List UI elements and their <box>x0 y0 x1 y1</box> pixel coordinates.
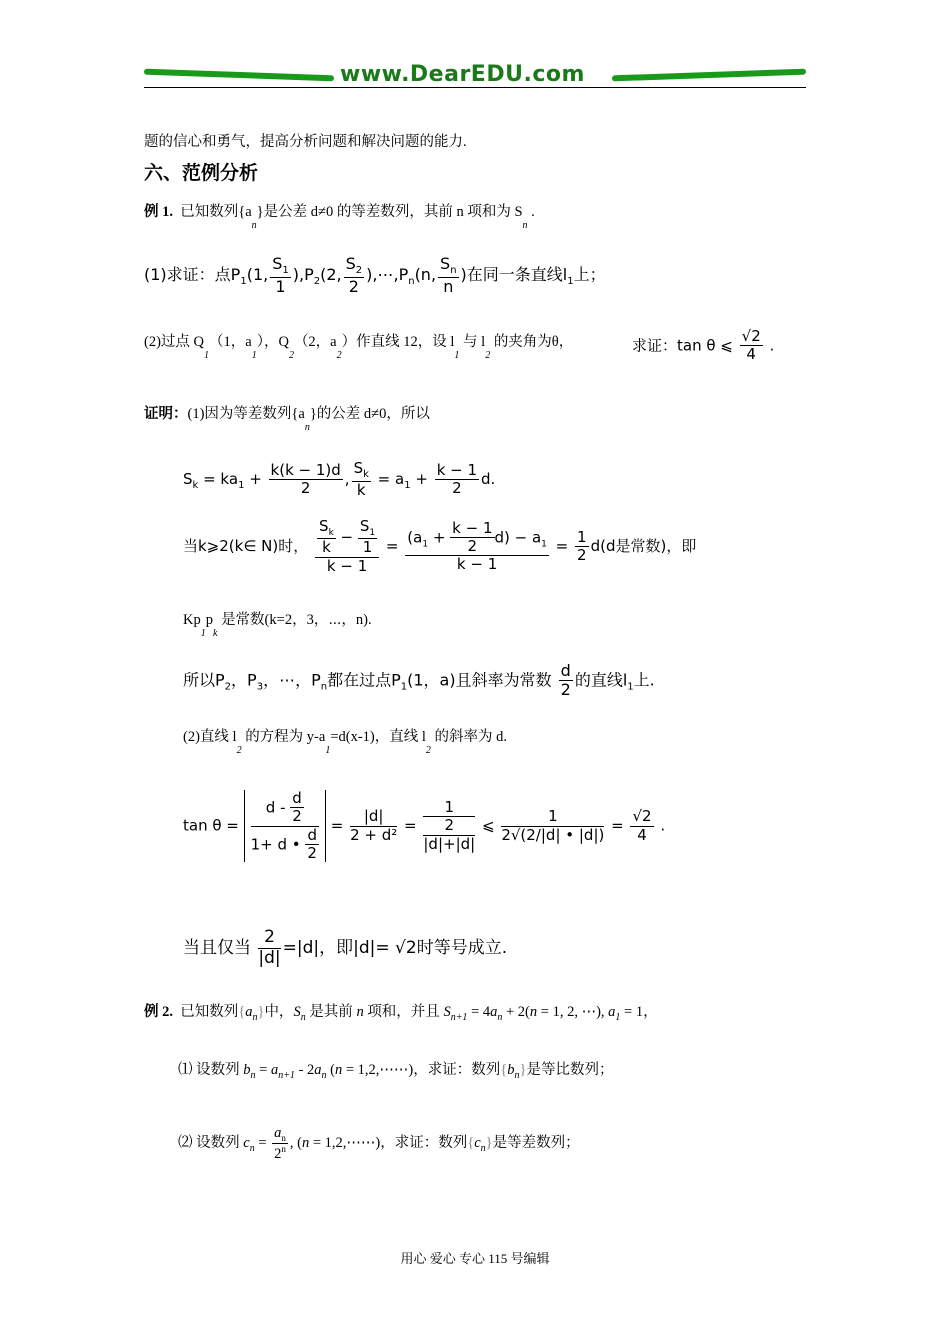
proof-so-line: 所以$P_2$，$P_3$，⋯，$P_n$都在过点$P_1(1$，a)且斜率为常数 $\frac{d}{2}$ 的直线$l_1$上. <box>183 661 655 700</box>
header-left-swoosh <box>144 69 334 82</box>
example1-prove-tan: 求证：tan θ ⩽ $\frac{√2}{4}$ . <box>632 327 775 364</box>
proof-eq1: $S_k = ka_1$ + $\frac{k(k - 1)d}{2}$ , $\frac{S_k}{k}$ = $a_1$ + $\frac{k - 1}{2}$ d. <box>183 459 496 499</box>
proof-eq2-suffix: (d是常数)，即 <box>600 536 697 555</box>
header-rule <box>144 87 806 88</box>
header-right-swoosh <box>612 69 806 82</box>
section-title: 六、范例分析 <box>144 162 259 184</box>
proof-eq2-prefix: 当k⩾2(k∈ N)时， <box>183 536 309 555</box>
example2-label: 例 2. <box>144 1004 173 1020</box>
example1-statement: 例 1. 已知数列$\{a_n\}$是公差 d≠0 的等差数列，其前 n 项和为 $S_n$ . <box>144 204 535 231</box>
proof-equality-line: 当且仅当 $\frac{2}{|d|}$ =|d|，即|d|= √2时等号成立. <box>183 927 508 968</box>
proof-line1: 证明：(1)因为等差数列$\{a_n\}$的公差 d≠0，所以 <box>144 406 430 433</box>
example1-text-b: }是公差 d≠0 的等差数列，其前 n 项和为 S <box>256 204 523 220</box>
proof-line2: (2)直线 $l_2$ 的方程为 $y-a_1=d(x-1)$，直线 $l_2$ 的斜率为 d. <box>183 729 508 756</box>
example1-sub-n: n <box>251 220 257 231</box>
proof-label: 证明： <box>144 406 188 422</box>
proof-tan-label: tan θ <box>183 816 222 835</box>
proof-tan-derivation: tan θ = d - $\frac{d}{2}$ 1+ d • $\frac{d}{2}$ = $\frac{|d|}{\text{2 + d²}}$ = $\frac{1}{\frac{2}{|d|+|d|}}$ ⩽ $\frac{1}{2√(2/|d| • |d|)}$ = $\frac{√2}{4}$ . <box>183 789 666 862</box>
proof-eq2: 当k⩾2(k∈ N)时， $\frac{S_k}{k}$ − $\frac{S_1}{1}$ k − 1 = ($a_1$ + $\frac{k - 1}{2}$ $d) - a_1$ k − 1 = $\frac{1}{2}$ d(d是常数)，即 <box>183 517 697 575</box>
page-footer: 用心 爱心 专心 115 号编辑 <box>400 1251 550 1266</box>
example1-text-a: 已知数列{a <box>180 204 252 220</box>
example2-part2: ⑵ 设数列 $c_n$ = $\frac{a_n}{2^n}$ , (n = 1,2,⋯⋯)，求证：数列$\{c_n\}$是等差数列； <box>178 1125 580 1163</box>
example2-statement: 例 2. 已知数列$\{a_n\}$中，$S_n$ 是其前 n 项和，并且 $S_{n+1} = 4a_n + 2(n = 1$, 2, ⋯), $a_1 = 1$， <box>144 1004 658 1023</box>
example1-part1: (1)求证：点$P_1(1$, $\frac{S_1}{1}$ )$,P_2(2$, $\frac{S_2}{2}$ )$,\cdots,P_n(n$, $\frac{S_n}{n}$ )在同一条直线$l_1$上； <box>144 254 606 296</box>
proof-kp-line: $Kp_1p_k$ 是常数(k=2，3，⋯，n). <box>183 612 372 639</box>
site-logo: www.DearEDU.com <box>340 62 585 87</box>
example1-part2: (2)过点 $Q_1(1$，$a_1$），$Q_2(2$，$a_2$）作直线 12，设 $l_1$ 与 $l_2$ 的夹角为θ， <box>144 334 574 361</box>
example1-text-c: . <box>531 204 535 220</box>
intro-line: 题的信心和勇气，提高分析问题和解决问题的能力. <box>144 134 467 150</box>
example2-part1: ⑴ 设数列 $b_n = a_{n+1} - 2a_n$ (n = 1,2,⋯⋯)，求证：数列$\{b_n\}$是等比数列； <box>178 1062 614 1081</box>
example1-label: 例 1. <box>144 204 173 220</box>
